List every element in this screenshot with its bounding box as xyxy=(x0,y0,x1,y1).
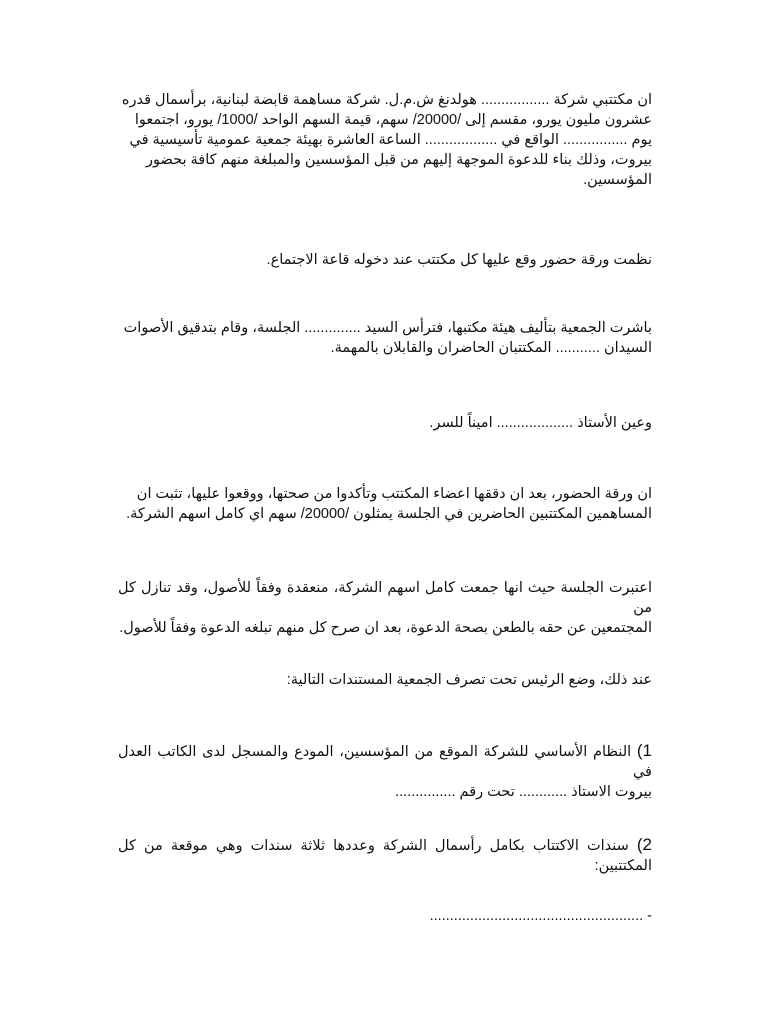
text-line: اعتبرت الجلسة حيث انها جمعت كامل اسهم الشركة، منعقدة وفقاً للأصول، وقد تنازل كل من xyxy=(118,580,652,616)
list-item-subscription-bonds xyxy=(118,835,652,876)
paragraph-attendance-verified xyxy=(118,484,652,524)
text-line: ان ورقة الحضور، بعد ان دققها اعضاء المكتتب وتأكدوا من صحتها، ووقعوا عليها، تثبت ان xyxy=(136,486,652,502)
paragraph-documents-intro xyxy=(118,670,652,690)
text-line: السيدان ........... المكتتبان الحاضران والقابلان بالمهمة. xyxy=(330,340,652,356)
text-line xyxy=(118,741,652,782)
paragraph-dotted-entry xyxy=(118,906,652,926)
text-line: ان مكتتبي شركة ................. هولدنغ ش.م.ل. شركة مساهمة قابضة لبنانية، برأسمال قدره xyxy=(121,92,652,108)
list-number: 2) xyxy=(636,835,652,854)
paragraph-bureau-formation xyxy=(118,318,652,358)
paragraph-session-valid xyxy=(118,578,652,638)
text-line: نظمت ورقة حضور وقع عليها كل مكتتب عند دخوله قاعة الاجتماع. xyxy=(266,252,652,268)
text-line: عشرون مليون يورو، مقسم إلى /20000/ سهم، قيمة السهم الواحد /1000/ يورو، اجتمعوا xyxy=(134,112,652,128)
text-line: يوم ................ الواقع في .................. الساعة العاشرة بهيئة جمعية عمومية تأسيسية في xyxy=(129,132,652,148)
text-line: عند ذلك، وضع الرئيس تحت تصرف الجمعية المستندات التالية: xyxy=(286,672,652,688)
list-item-articles-of-association xyxy=(118,741,652,802)
text-line: بيروت، وذلك بناء للدعوة الموجهة إليهم من قبل المؤسسين والمبلغة منهم كافة بحضور xyxy=(146,152,652,168)
text-line: باشرت الجمعية بتأليف هيئة مكتبها، فترأس السيد .............. الجلسة، وقام بتدقيق الأصوات xyxy=(123,320,652,336)
paragraph-company-meeting xyxy=(118,90,652,190)
text-line: المساهمين المكتتبين الحاضرين في الجلسة يمثلون /20000/ سهم اي كامل اسهم الشركة. xyxy=(126,506,652,522)
paragraph-attendance-sheet xyxy=(118,250,652,270)
paragraph-secretary xyxy=(118,413,652,433)
list-number: 1) xyxy=(636,741,652,760)
text-line: بيروت الاستاذ ............ تحت رقم ............... xyxy=(395,784,652,800)
list-item-text: النظام الأساسي للشركة الموقع من المؤسسين، المودع والمسجل لدى الكاتب العدل في xyxy=(118,744,652,780)
list-item-text: سندات الاكتتاب بكامل رأسمال الشركة وعددها ثلاثة سندات وهي موقعة من كل المكتتبين: xyxy=(118,838,652,874)
text-line: وعين الأستاذ ................... اميناً للسر. xyxy=(429,415,652,431)
text-line xyxy=(118,835,652,876)
text-line: - ..................................................... xyxy=(429,908,652,924)
text-line: المجتمعين عن حقه بالطعن بصحة الدعوة، بعد ان صرح كل منهم تبلغه الدعوة وفقاً للأصول. xyxy=(119,620,652,636)
text-line: المؤسسين. xyxy=(583,172,652,188)
